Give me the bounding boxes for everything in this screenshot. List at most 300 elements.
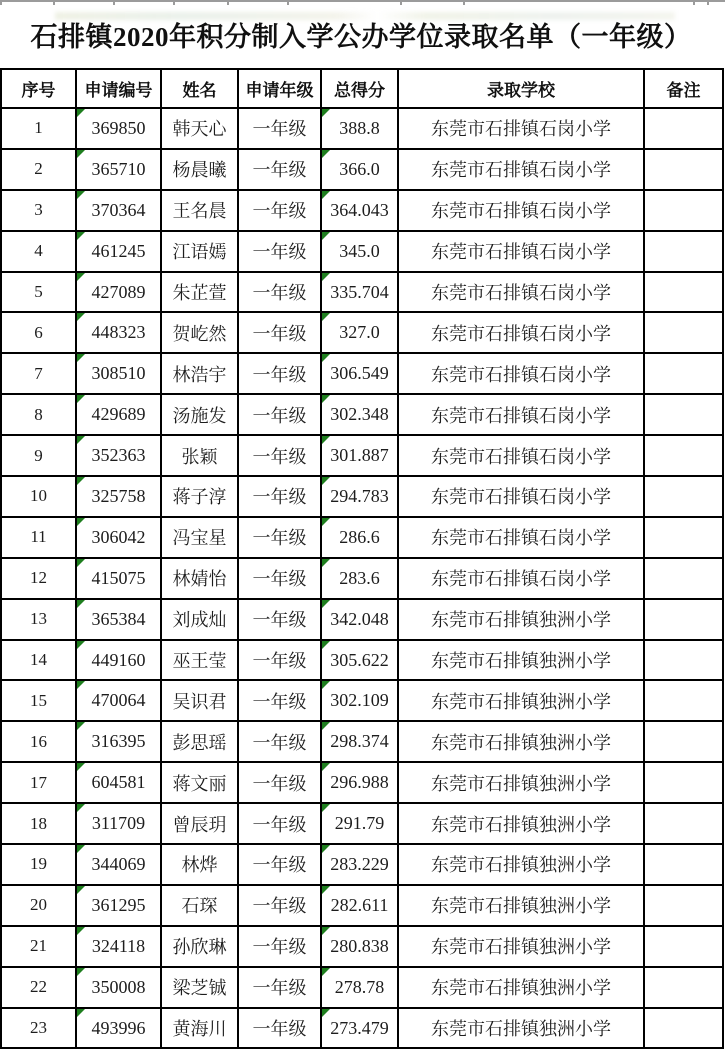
cell-remark [644,517,723,558]
cell-text-score: 364.043 [330,199,389,220]
number-stored-as-text-triangle-icon [77,232,85,240]
cell-text-score: 335.704 [330,281,389,302]
cell-text-name: 江语嫣 [172,242,227,263]
cell-remark [644,803,723,844]
table-row [1,476,723,517]
cell-app_no [76,640,161,681]
cell-score [321,967,398,1008]
cell-name [161,885,238,926]
cell-name [161,108,238,149]
cell-school [398,476,644,517]
cell-text-grade: 一年级 [252,201,307,222]
admission-table [0,68,724,1049]
cell-name [161,680,238,721]
cell-text-name: 黄海川 [172,1019,227,1040]
table-row [1,1008,723,1049]
cell-text-app_no: 370364 [91,199,146,220]
number-stored-as-text-triangle-icon [322,109,330,117]
cell-grade [238,803,321,844]
cell-text-name: 石琛 [181,896,218,917]
cell-name [161,231,238,272]
cell-school [398,558,644,599]
table-row [1,312,723,353]
cell-text-school: 东莞市石排镇石岗小学 [431,160,611,181]
cell-no [1,517,76,558]
number-stored-as-text-triangle-icon [77,886,85,894]
cell-text-no: 10 [30,486,47,506]
table-row [1,640,723,681]
column-header-no: 序号 [1,69,76,108]
cell-grade [238,926,321,967]
cell-no [1,558,76,599]
cell-text-school: 东莞市石排镇石岗小学 [431,405,611,426]
cell-name [161,517,238,558]
cell-text-grade: 一年级 [252,160,307,181]
number-stored-as-text-triangle-icon [77,968,85,976]
cell-app_no [76,353,161,394]
cell-text-school: 东莞市石排镇独洲小学 [431,773,611,794]
cell-no [1,885,76,926]
cell-school [398,312,644,353]
number-stored-as-text-triangle-icon [322,273,330,281]
number-stored-as-text-triangle-icon [77,681,85,689]
cell-app_no [76,558,161,599]
cell-app_no [76,967,161,1008]
cell-no [1,272,76,313]
cell-grade [238,476,321,517]
cell-school [398,803,644,844]
cell-text-app_no: 604581 [91,772,146,793]
table-row [1,721,723,762]
cell-school [398,721,644,762]
cell-text-name: 杨晨曦 [172,160,227,181]
cell-grade [238,599,321,640]
cell-remark [644,1008,723,1049]
cell-text-grade: 一年级 [252,487,307,508]
cell-app_no [76,231,161,272]
number-stored-as-text-triangle-icon [322,722,330,730]
cell-text-school: 东莞市石排镇石岗小学 [431,242,611,263]
cell-score [321,149,398,190]
cell-remark [644,762,723,803]
cell-app_no [76,435,161,476]
cell-text-score: 305.622 [330,649,389,670]
table-row [1,599,723,640]
cell-grade [238,312,321,353]
cell-school [398,353,644,394]
cell-grade [238,640,321,681]
cell-text-school: 东莞市石排镇石岗小学 [431,364,611,385]
cell-text-name: 王名晨 [172,201,227,222]
cell-school [398,680,644,721]
cell-text-app_no: 448323 [91,322,146,343]
cell-no [1,231,76,272]
number-stored-as-text-triangle-icon [77,354,85,362]
number-stored-as-text-triangle-icon [322,395,330,403]
cell-text-app_no: 493996 [91,1017,146,1038]
number-stored-as-text-triangle-icon [77,109,85,117]
cell-text-grade: 一年级 [252,283,307,303]
table-row [1,190,723,231]
number-stored-as-text-triangle-icon [77,477,85,485]
cell-score [321,640,398,681]
cell-grade [238,108,321,149]
cell-score [321,599,398,640]
cell-school [398,640,644,681]
cell-remark [644,108,723,149]
number-stored-as-text-triangle-icon [322,641,330,649]
cell-text-grade: 一年级 [252,364,307,385]
cell-text-name: 蒋文丽 [172,773,227,794]
cell-text-no: 7 [34,363,43,383]
cell-text-no: 11 [30,527,47,547]
number-stored-as-text-triangle-icon [322,436,330,444]
cell-app_no [76,885,161,926]
cell-school [398,599,644,640]
cell-text-score: 327.0 [339,322,380,343]
cell-grade [238,844,321,885]
cell-score [321,762,398,803]
cell-text-app_no: 306042 [91,526,146,547]
cell-app_no [76,190,161,231]
table-row [1,803,723,844]
cell-remark [644,926,723,967]
cell-app_no [76,599,161,640]
cell-grade [238,231,321,272]
cell-app_no [76,517,161,558]
cell-text-school: 东莞市石排镇独洲小学 [431,691,611,712]
cell-name [161,844,238,885]
cell-text-school: 东莞市石排镇石岗小学 [431,323,611,344]
cell-no [1,353,76,394]
cell-remark [644,394,723,435]
number-stored-as-text-triangle-icon [322,968,330,976]
cell-score [321,353,398,394]
cell-school [398,108,644,149]
cell-name [161,312,238,353]
number-stored-as-text-triangle-icon [77,722,85,730]
number-stored-as-text-triangle-icon [322,886,330,894]
cell-score [321,844,398,885]
cell-text-grade: 一年级 [252,119,307,140]
number-stored-as-text-triangle-icon [322,518,330,526]
cell-app_no [76,394,161,435]
cell-text-no: 8 [34,404,43,424]
number-stored-as-text-triangle-icon [77,804,85,812]
cell-text-app_no: 308510 [91,363,146,384]
number-stored-as-text-triangle-icon [322,191,330,199]
cell-name [161,353,238,394]
cell-text-no: 13 [30,609,47,629]
cell-text-school: 东莞市石排镇石岗小学 [431,119,611,140]
cell-text-score: 273.479 [330,1017,389,1038]
cell-text-name: 林浩宇 [172,364,227,385]
cell-grade [238,1008,321,1049]
cell-remark [644,231,723,272]
cell-school [398,272,644,313]
number-stored-as-text-triangle-icon [77,1009,85,1017]
cell-no [1,312,76,353]
cell-text-name: 梁芝铖 [172,978,227,999]
cell-app_no [76,926,161,967]
cell-text-score: 296.988 [330,772,389,793]
cell-text-name: 汤施发 [172,405,227,426]
cell-text-no: 12 [30,568,47,588]
cell-no [1,762,76,803]
cell-text-score: 298.374 [330,731,389,752]
table-row [1,353,723,394]
cell-score [321,231,398,272]
cell-name [161,803,238,844]
column-header-remark: 备注 [644,69,723,108]
cell-text-name: 贺屹然 [172,323,227,344]
cell-no [1,721,76,762]
cell-app_no [76,844,161,885]
cell-text-no: 22 [30,977,47,997]
cell-remark [644,640,723,681]
cell-text-grade: 一年级 [252,937,307,958]
cell-text-school: 东莞市石排镇独洲小学 [431,1019,611,1040]
cell-score [321,1008,398,1049]
cell-text-no: 15 [30,690,47,710]
number-stored-as-text-triangle-icon [77,313,85,321]
cell-text-grade: 一年级 [252,446,307,467]
table-row [1,149,723,190]
cell-name [161,926,238,967]
cell-text-grade: 一年级 [252,405,307,426]
number-stored-as-text-triangle-icon [77,763,85,771]
cell-school [398,762,644,803]
cell-grade [238,517,321,558]
cell-app_no [76,312,161,353]
cell-text-no: 21 [30,936,47,956]
cell-score [321,926,398,967]
cell-no [1,967,76,1008]
cell-text-app_no: 311709 [91,813,146,834]
cell-text-school: 东莞市石排镇独洲小学 [431,610,611,631]
cell-score [321,435,398,476]
cell-grade [238,149,321,190]
cell-app_no [76,762,161,803]
cell-text-school: 东莞市石排镇石岗小学 [431,569,611,590]
cell-text-name: 吴识君 [172,691,227,712]
cell-grade [238,272,321,313]
cell-text-name: 张颖 [181,446,218,467]
cell-text-school: 东莞市石排镇石岗小学 [431,446,611,467]
cell-score [321,517,398,558]
cell-name [161,967,238,1008]
cell-text-app_no: 449160 [91,649,146,670]
cell-text-no: 6 [34,322,43,342]
cell-text-app_no: 352363 [91,445,146,466]
number-stored-as-text-triangle-icon [322,681,330,689]
cell-text-no: 20 [30,895,47,915]
cell-text-score: 278.78 [334,976,385,997]
column-header-school: 录取学校 [398,69,644,108]
cell-name [161,149,238,190]
cell-remark [644,599,723,640]
table-row [1,558,723,599]
cell-name [161,721,238,762]
cell-no [1,640,76,681]
cell-text-school: 东莞市石排镇独洲小学 [431,855,611,876]
cell-no [1,926,76,967]
number-stored-as-text-triangle-icon [322,313,330,321]
cell-text-score: 283.6 [339,567,380,588]
cell-no [1,803,76,844]
cell-app_no [76,149,161,190]
cell-name [161,558,238,599]
cell-school [398,517,644,558]
table-row [1,272,723,313]
table-row [1,680,723,721]
cell-text-score: 345.0 [339,240,380,261]
cell-name [161,272,238,313]
cell-text-grade: 一年级 [252,814,307,835]
cell-remark [644,558,723,599]
cell-grade [238,885,321,926]
cell-text-name: 曾辰玥 [172,814,227,835]
cell-text-school: 东莞市石排镇石岗小学 [431,528,611,549]
cell-text-grade: 一年级 [252,569,307,590]
cell-text-score: 306.549 [330,363,389,384]
number-stored-as-text-triangle-icon [322,150,330,158]
cell-text-school: 东莞市石排镇石岗小学 [431,487,611,508]
cell-text-name: 彭思瑶 [172,732,227,753]
cell-text-grade: 一年级 [252,773,307,794]
cell-text-app_no: 365384 [91,608,146,629]
cell-no [1,435,76,476]
cell-text-grade: 一年级 [252,855,307,876]
cell-name [161,1008,238,1049]
number-stored-as-text-triangle-icon [77,641,85,649]
number-stored-as-text-triangle-icon [322,477,330,485]
cell-no [1,599,76,640]
cell-text-no: 16 [30,731,47,751]
table-row [1,231,723,272]
column-header-name: 姓名 [161,69,238,108]
cell-grade [238,967,321,1008]
cell-text-score: 342.048 [330,608,389,629]
cell-name [161,476,238,517]
cell-text-school: 东莞市石排镇石岗小学 [431,283,611,303]
cell-score [321,680,398,721]
table-row [1,108,723,149]
cell-text-app_no: 429689 [91,404,146,425]
cell-text-name: 林婧怡 [172,569,227,590]
column-header-score: 总得分 [321,69,398,108]
cell-no [1,1008,76,1049]
column-header-grade: 申请年级 [238,69,321,108]
cell-text-app_no: 415075 [91,567,146,588]
cell-text-name: 孙欣琳 [172,937,227,958]
table-row [1,394,723,435]
cell-text-name: 刘成灿 [172,610,227,631]
cell-no [1,108,76,149]
cell-text-grade: 一年级 [252,896,307,917]
table-row [1,517,723,558]
number-stored-as-text-triangle-icon [77,273,85,281]
cell-score [321,558,398,599]
cell-text-grade: 一年级 [252,528,307,549]
number-stored-as-text-triangle-icon [77,559,85,567]
cell-text-no: 2 [34,159,43,179]
cell-grade [238,394,321,435]
number-stored-as-text-triangle-icon [322,600,330,608]
cell-app_no [76,272,161,313]
cell-remark [644,190,723,231]
cell-school [398,394,644,435]
cell-text-app_no: 369850 [91,117,146,138]
cell-school [398,844,644,885]
number-stored-as-text-triangle-icon [77,845,85,853]
number-stored-as-text-triangle-icon [322,845,330,853]
table-row [1,967,723,1008]
cell-score [321,885,398,926]
number-stored-as-text-triangle-icon [322,232,330,240]
cell-remark [644,435,723,476]
cell-app_no [76,476,161,517]
number-stored-as-text-triangle-icon [77,927,85,935]
cell-text-no: 3 [34,200,43,220]
cell-school [398,149,644,190]
cell-remark [644,680,723,721]
column-header-app_no: 申请编号 [76,69,161,108]
cell-remark [644,967,723,1008]
cell-text-no: 1 [34,118,43,138]
cell-text-app_no: 361295 [91,894,146,915]
cell-text-grade: 一年级 [252,242,307,263]
table-row [1,885,723,926]
cell-score [321,272,398,313]
cell-text-grade: 一年级 [252,978,307,999]
cell-grade [238,680,321,721]
cell-school [398,1008,644,1049]
cell-text-score: 291.79 [334,813,385,834]
cell-text-no: 5 [34,282,43,301]
cell-score [321,108,398,149]
cell-text-school: 东莞市石排镇独洲小学 [431,814,611,835]
cell-score [321,476,398,517]
cell-text-app_no: 316395 [91,731,146,752]
cell-grade [238,435,321,476]
cell-no [1,394,76,435]
cell-school [398,967,644,1008]
cell-text-app_no: 470064 [91,690,146,711]
number-stored-as-text-triangle-icon [322,559,330,567]
cell-text-school: 东莞市石排镇独洲小学 [431,937,611,958]
cell-remark [644,149,723,190]
cell-text-score: 283.229 [330,853,389,874]
cell-text-app_no: 427089 [91,281,146,302]
cell-remark [644,272,723,313]
cell-text-no: 14 [30,650,47,670]
number-stored-as-text-triangle-icon [322,354,330,362]
cell-text-name: 蒋子淳 [172,487,227,508]
cell-no [1,680,76,721]
cell-grade [238,190,321,231]
cell-text-app_no: 344069 [91,853,146,874]
cell-text-no: 23 [30,1018,47,1038]
table-row [1,844,723,885]
cell-score [321,394,398,435]
cell-school [398,435,644,476]
cell-remark [644,353,723,394]
cell-text-no: 18 [30,813,47,833]
cell-text-grade: 一年级 [252,1019,307,1040]
cell-text-no: 4 [34,241,43,261]
cell-school [398,885,644,926]
